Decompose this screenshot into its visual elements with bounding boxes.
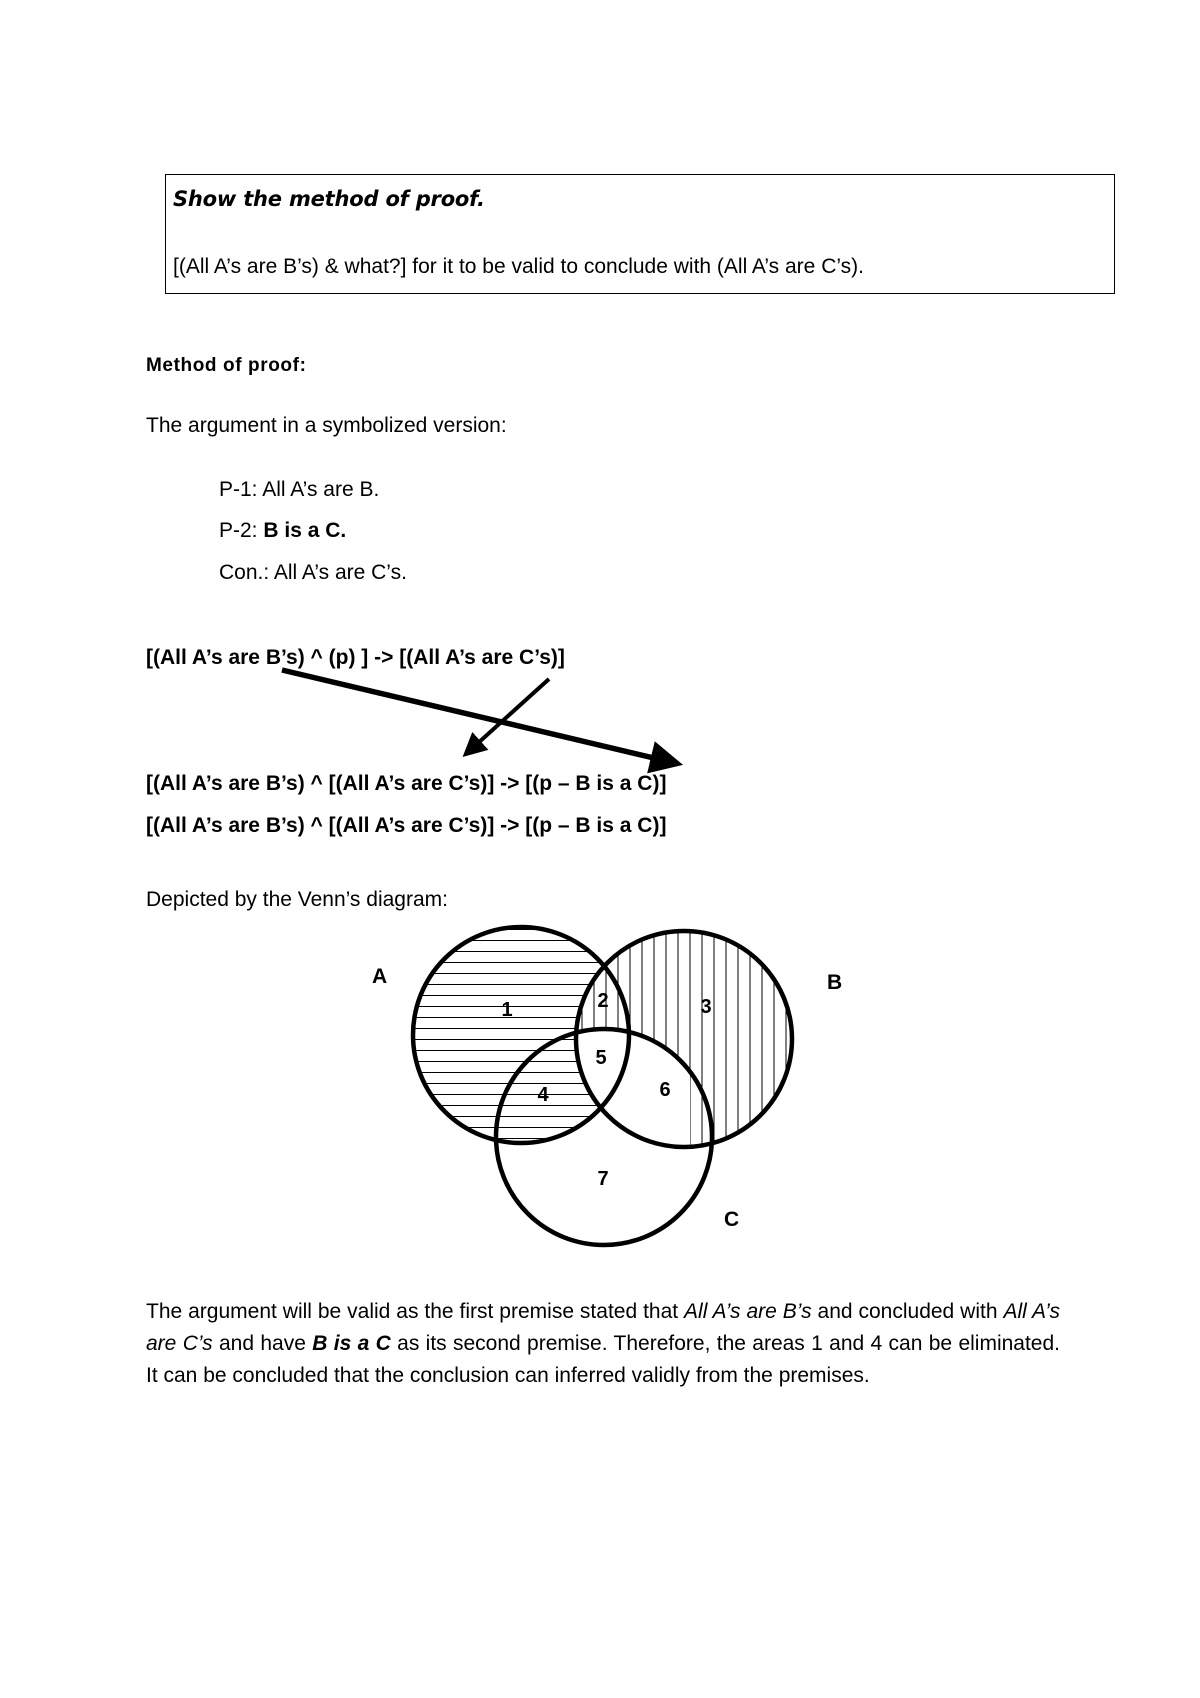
conclusion-bold: B is a C	[312, 1332, 391, 1355]
method-intro: The argument in a symbolized version:	[146, 414, 507, 437]
venn-caption: Depicted by the Venn’s diagram:	[146, 888, 448, 911]
conclusion-line: Con.: All A’s are C’s.	[219, 561, 407, 584]
region-label-4: 4	[537, 1084, 549, 1106]
set-label-A: A	[372, 965, 388, 988]
conclusion-text-4: as its second premise. Therefore, the areas 1 and 4 can be eliminated. It can be concluded that the conclusion can inferred validly from the premises.	[146, 1332, 1060, 1387]
formula-1: [(All A’s are B’s) ^ (p) ] -> [(All A’s are C’s)]	[146, 646, 565, 669]
hatch-region-6	[690, 1040, 800, 1150]
region-label-1: 1	[501, 999, 513, 1021]
formula-3: [(All A’s are B’s) ^ [(All A’s are C’s)] -> [(p – B is a C)]	[146, 814, 667, 837]
conclusion-text-2: and concluded with	[811, 1300, 1004, 1323]
region-label-7: 7	[597, 1168, 609, 1190]
method-heading: Method of proof:	[146, 355, 307, 376]
premise-1: P-1: All A’s are B.	[219, 478, 380, 501]
task-text: [(All A’s are B’s) & what?] for it to be valid to conclude with (All A’s are C’s).	[173, 255, 864, 278]
formula-2: [(All A’s are B’s) ^ [(All A’s are C’s)] -> [(p – B is a C)]	[146, 772, 667, 795]
region-label-3: 3	[700, 996, 712, 1018]
conclusion-text-3: and have	[212, 1332, 313, 1355]
conclusion-italic-1: All A’s are B’s	[684, 1300, 812, 1323]
conclusion-italic-2: All A’s are C’s	[146, 1300, 1060, 1355]
conclusion-text-1: The argument will be valid as the first premise stated that	[146, 1300, 685, 1323]
conclusion-paragraph	[146, 1296, 1060, 1392]
task-title: Show the method of proof.	[173, 187, 485, 211]
region-label-6: 6	[659, 1079, 671, 1101]
set-label-B: B	[827, 971, 843, 994]
region-label-2: 2	[597, 990, 609, 1012]
set-label-C: C	[724, 1208, 740, 1231]
premise-2-prefix: P-2:	[219, 519, 264, 542]
premise-2-bold: B is a C.	[263, 519, 347, 542]
region-label-5: 5	[595, 1047, 607, 1069]
